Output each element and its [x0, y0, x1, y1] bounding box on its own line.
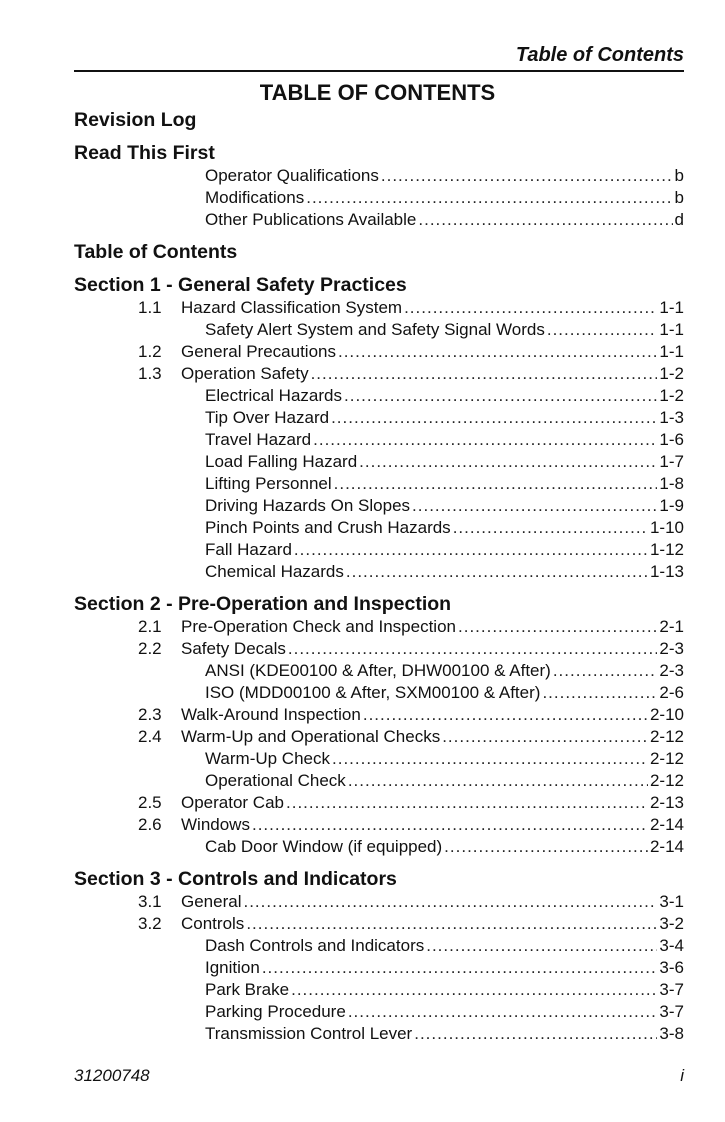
toc-entry[interactable]: [74, 539, 684, 561]
leader-dots: [243, 891, 657, 913]
toc-entry-page: 3-6: [659, 958, 684, 977]
leader-dots: [363, 704, 648, 726]
toc-entry-page: 3-8: [659, 1024, 684, 1043]
toc-entry-page: 2-3: [659, 639, 684, 658]
toc-heading-section-1[interactable]: Section 1 - General Safety Practices: [74, 274, 407, 296]
toc-entry-number: 2.1: [138, 617, 162, 636]
toc-entry-number: 3.1: [138, 892, 162, 911]
toc-entry-text: Hazard Classification System: [181, 298, 403, 317]
toc-entry-page: 2-13: [649, 793, 684, 812]
leader-dots: [331, 407, 657, 429]
toc-entry[interactable]: [74, 836, 684, 858]
toc-entry-page: 1-1: [659, 342, 684, 361]
toc-entry-text: General: [181, 892, 242, 911]
toc-heading-table-of-contents[interactable]: Table of Contents: [74, 241, 238, 263]
toc-entry-number: 2.4: [138, 727, 162, 746]
toc-entry-text: Parking Procedure: [205, 1002, 346, 1021]
leader-dots: [346, 561, 648, 583]
toc-entry[interactable]: [74, 814, 684, 836]
toc-entry[interactable]: [74, 473, 684, 495]
toc-entry-number: 3.2: [138, 914, 162, 933]
leader-dots: [332, 748, 648, 770]
toc-entry[interactable]: [74, 891, 684, 913]
leader-dots: [359, 451, 657, 473]
toc-entry[interactable]: [74, 770, 684, 792]
toc-entry[interactable]: [74, 187, 684, 209]
toc-entry-page: 1-9: [659, 496, 684, 515]
toc-entry-page: 1-2: [659, 386, 684, 405]
running-header: Table of Contents: [515, 44, 684, 66]
toc-entry-page: 1-1: [659, 320, 684, 339]
toc-entry-text: Dash Controls and Indicators: [205, 936, 425, 955]
toc-entry[interactable]: [74, 792, 684, 814]
leader-dots: [444, 836, 648, 858]
toc-entry[interactable]: [74, 1023, 684, 1045]
toc-entry[interactable]: [74, 748, 684, 770]
leader-dots: [414, 1023, 657, 1045]
toc-entry-page: 1-2: [659, 364, 684, 383]
toc-entry-text: ISO (MDD00100 & After, SXM00100 & After): [205, 683, 541, 702]
toc-entry-text: Operator Cab: [181, 793, 284, 812]
leader-dots: [338, 341, 657, 363]
toc-heading-section-2[interactable]: Section 2 - Pre-Operation and Inspection: [74, 593, 452, 615]
toc-entry-page: 3-7: [659, 980, 684, 999]
toc-entry[interactable]: [74, 1001, 684, 1023]
toc-entry-page: 1-13: [649, 562, 684, 581]
toc-entry-number: 2.6: [138, 815, 162, 834]
toc-entry-page: 1-3: [659, 408, 684, 427]
toc-entry-number: 2.3: [138, 705, 162, 724]
header-rule: [74, 70, 684, 72]
leader-dots: [288, 638, 658, 660]
toc-entry-text: Safety Decals: [181, 639, 286, 658]
toc-entry-text: Warm-Up and Operational Checks: [181, 727, 441, 746]
footer-page-number: i: [680, 1066, 684, 1085]
toc-entry-page: 2-6: [659, 683, 684, 702]
toc-entry-text: Operator Qualifications: [205, 166, 379, 185]
leader-dots: [311, 363, 658, 385]
toc-entry[interactable]: [74, 638, 684, 660]
toc-entry-number: 1.1: [138, 298, 162, 317]
toc-entry-text: Transmission Control Lever: [205, 1024, 413, 1043]
toc-entry-page: 2-14: [649, 815, 684, 834]
toc-entry-text: Ignition: [205, 958, 260, 977]
toc-entry-page: 2-12: [649, 727, 684, 746]
leader-dots: [344, 385, 657, 407]
toc-entry[interactable]: [74, 407, 684, 429]
toc-entry[interactable]: [74, 517, 684, 539]
toc-entry-text: Park Brake: [205, 980, 290, 999]
toc-entry-text: Windows: [181, 815, 250, 834]
leader-dots: [412, 495, 657, 517]
leader-dots: [542, 682, 657, 704]
leader-dots: [547, 319, 658, 341]
toc-entry-page: 1-8: [659, 474, 684, 493]
leader-dots: [458, 616, 657, 638]
toc-entry-page: 3-4: [659, 936, 684, 955]
toc-entry-page: 3-2: [659, 914, 684, 933]
toc-entry-text: General Precautions: [181, 342, 336, 361]
leader-dots: [426, 935, 657, 957]
leader-dots: [404, 297, 657, 319]
toc-entry[interactable]: [74, 363, 684, 385]
leader-dots: [294, 539, 648, 561]
toc-entry[interactable]: [74, 385, 684, 407]
toc-entry[interactable]: [74, 979, 684, 1001]
toc-entry-text: Safety Alert System and Safety Signal Words: [205, 320, 545, 339]
toc-entry-page: 1-10: [649, 518, 684, 537]
toc-entry[interactable]: [74, 726, 684, 748]
footer-doc-number: 31200748: [74, 1066, 150, 1085]
toc-entry[interactable]: [74, 616, 684, 638]
toc-entry-number: 1.3: [138, 364, 162, 383]
leader-dots: [262, 957, 658, 979]
toc-entry-text: Lifting Personnel: [205, 474, 332, 493]
leader-dots: [252, 814, 648, 836]
toc-entry[interactable]: [74, 682, 684, 704]
toc-entry-page: 2-12: [649, 749, 684, 768]
toc-entry-text: Chemical Hazards: [205, 562, 344, 581]
leader-dots: [306, 187, 672, 209]
toc-entry-text: Operation Safety: [181, 364, 309, 383]
toc-entry-number: 2.5: [138, 793, 162, 812]
leader-dots: [291, 979, 657, 1001]
toc-entry-text: ANSI (KDE00100 & After, DHW00100 & After): [205, 661, 551, 680]
toc-heading-section-3[interactable]: Section 3 - Controls and Indicators: [74, 868, 397, 890]
leader-dots: [418, 209, 672, 231]
toc-entry[interactable]: [74, 451, 684, 473]
leader-dots: [246, 913, 657, 935]
toc-entry-text: Pinch Points and Crush Hazards: [205, 518, 451, 537]
toc-entry-page: 2-14: [649, 837, 684, 856]
toc-entry-number: 2.2: [138, 639, 162, 658]
toc-entry-text: Modifications: [205, 188, 305, 207]
toc-entry[interactable]: [74, 165, 684, 187]
toc-entry[interactable]: [74, 561, 684, 583]
leader-dots: [313, 429, 657, 451]
toc-entry-page: 1-12: [649, 540, 684, 559]
toc-entry-text: Warm-Up Check: [205, 749, 330, 768]
toc-entry[interactable]: [74, 341, 684, 363]
toc-heading-read-this-first[interactable]: Read This First: [74, 142, 215, 164]
toc-entry-text: Load Falling Hazard: [205, 452, 358, 471]
page-title: TABLE OF CONTENTS: [259, 80, 496, 105]
toc-entry-text: Travel Hazard: [205, 430, 312, 449]
toc-entry-text: Tip Over Hazard: [205, 408, 330, 427]
toc-entry[interactable]: [74, 495, 684, 517]
toc-entry-page: 3-1: [659, 892, 684, 911]
leader-dots: [553, 660, 658, 682]
toc-entry[interactable]: [74, 704, 684, 726]
toc-entry-page: 2-12: [649, 771, 684, 790]
toc-entry-text: Controls: [181, 914, 245, 933]
toc-entry[interactable]: [74, 660, 684, 682]
toc-entry[interactable]: [74, 209, 684, 231]
toc-entry-page: b: [674, 188, 684, 207]
toc-entry[interactable]: [74, 297, 684, 319]
toc-entry-page: 1-6: [659, 430, 684, 449]
leader-dots: [453, 517, 648, 539]
toc-entry-number: 1.2: [138, 342, 162, 361]
toc-entry-text: Electrical Hazards: [205, 386, 342, 405]
toc-entry-text: Driving Hazards On Slopes: [205, 496, 411, 515]
leader-dots: [381, 165, 673, 187]
toc-entry[interactable]: [74, 913, 684, 935]
toc-entry[interactable]: [74, 935, 684, 957]
toc-entry-text: Other Publications Available: [205, 210, 417, 229]
toc-entry-page: d: [674, 210, 684, 229]
leader-dots: [348, 770, 648, 792]
leader-dots: [442, 726, 648, 748]
leader-dots: [334, 473, 658, 495]
toc-entry-page: 1-7: [659, 452, 684, 471]
toc-entry-text: Walk-Around Inspection: [181, 705, 361, 724]
leader-dots: [348, 1001, 658, 1023]
toc-entry[interactable]: [74, 429, 684, 451]
toc-entry-page: b: [674, 166, 684, 185]
toc-entry[interactable]: [74, 319, 684, 341]
toc-entry-text: Pre-Operation Check and Inspection: [181, 617, 456, 636]
toc-entry-page: 2-10: [649, 705, 684, 724]
leader-dots: [286, 792, 648, 814]
toc-entry-page: 2-1: [659, 617, 684, 636]
toc-entry-page: 3-7: [659, 1002, 684, 1021]
toc-entry-text: Fall Hazard: [205, 540, 292, 559]
toc-entry-text: Cab Door Window (if equipped): [205, 837, 443, 856]
toc-heading-revision-log[interactable]: Revision Log: [74, 109, 197, 131]
toc-entry-page: 2-3: [659, 661, 684, 680]
toc-entry-page: 1-1: [659, 298, 684, 317]
toc-entry[interactable]: [74, 957, 684, 979]
toc-entry-text: Operational Check: [205, 771, 346, 790]
